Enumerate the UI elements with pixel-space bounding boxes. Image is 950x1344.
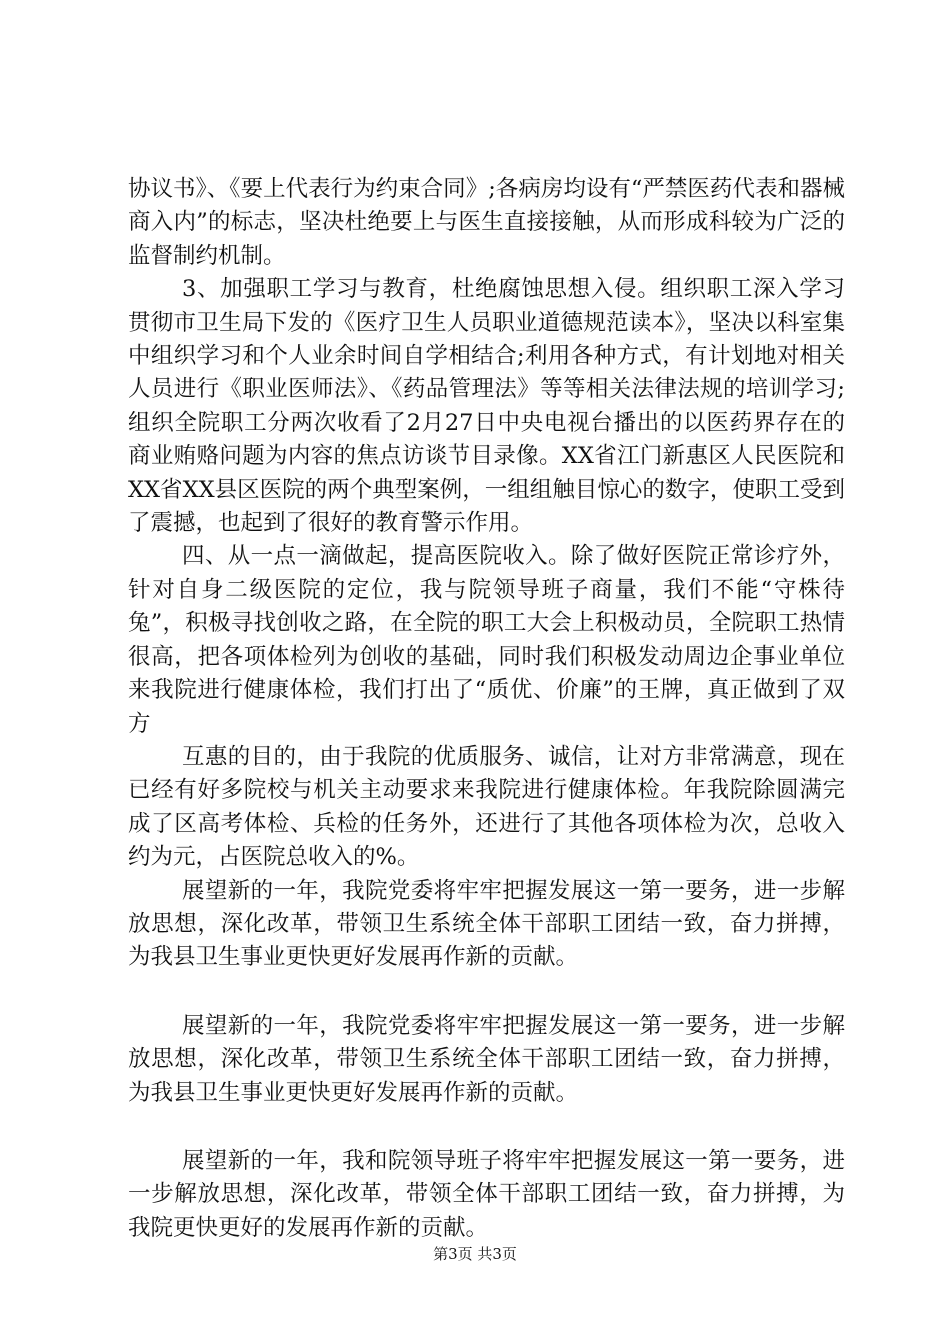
paragraph-outlook-3: 展望新的一年，我和院领导班子将牢牢把握发展这一第一要务，进一步解放思想，深化改革，带领全体干部职工团结一致，奋力拼搏，为我院更快更好的发展再作新的贡献。 xyxy=(128,1147,845,1241)
paragraph-health-checkups: 互惠的目的，由于我院的优质服务、诚信，让对方非常满意，现在已经有好多院校与机关主动要求来我院进行健康体检。年我院除圆满完成了区高考体检、兵检的任务外，还进行了其他各项体检为次，总收入约为元，占医院总收入的%。 xyxy=(128,743,845,871)
paragraph-hospital-income: 四、从一点一滴做起，提高医院收入。除了做好医院正常诊疗外，针对自身二级医院的定位，我与院领导班子商量，我们不能“守株待兔”，积极寻找创收之路，在全院的职工大会上积极动员，全院职工热情很高，把各项体检列为创收的基础，同时我们积极发动周边企事业单位来我院进行健康体检，我们打出了“质优、价廉”的王牌，真正做到了双方 xyxy=(128,543,845,737)
paragraph-outlook-1: 展望新的一年，我院党委将牢牢把握发展这一第一要务，进一步解放思想，深化改革，带领卫生系统全体干部职工团结一致，奋力拼搏，为我县卫生事业更快更好发展再作新的贡献。 xyxy=(128,877,845,971)
paragraph-spacer xyxy=(128,1110,845,1145)
paragraph-outlook-2: 展望新的一年，我院党委将牢牢把握发展这一第一要务，进一步解放思想，深化改革，带领卫生系统全体干部职工团结一致，奋力拼搏，为我县卫生事业更快更好发展再作新的贡献。 xyxy=(128,1012,845,1106)
paragraph-supervision: 协议书》、《要上代表行为约束合同》;各病房均设有“严禁医药代表和器械商入内”的标志，坚决杜绝要上与医生直接接触，从而形成科较为广泛的监督制约机制。 xyxy=(128,176,845,269)
page-number-footer: 第3页 共3页 xyxy=(433,1245,517,1263)
document-body xyxy=(128,173,845,1245)
paragraph-spacer xyxy=(128,975,845,1010)
paragraph-staff-education: 3、加强职工学习与教育，杜绝腐蚀思想入侵。组织职工深入学习贯彻市卫生局下发的《医疗卫生人员职业道德规范读本》，坚决以科室集中组织学习和个人业余时间自学相结合;利用各种方式，有计划地对相关人员进行《职业医师法》、《药品管理法》等等相关法律法规的培训学习;组织全院职工分两次收看了2月27日中央电视台播出的以医药界存在的商业贿赂问题为内容的焦点访谈节目录像。XX省江门新惠区人民医院和XX省XX县区医院的两个典型案例，一组组触目惊心的数字，使职工受到了震撼，也起到了很好的教育警示作用。 xyxy=(128,276,845,537)
